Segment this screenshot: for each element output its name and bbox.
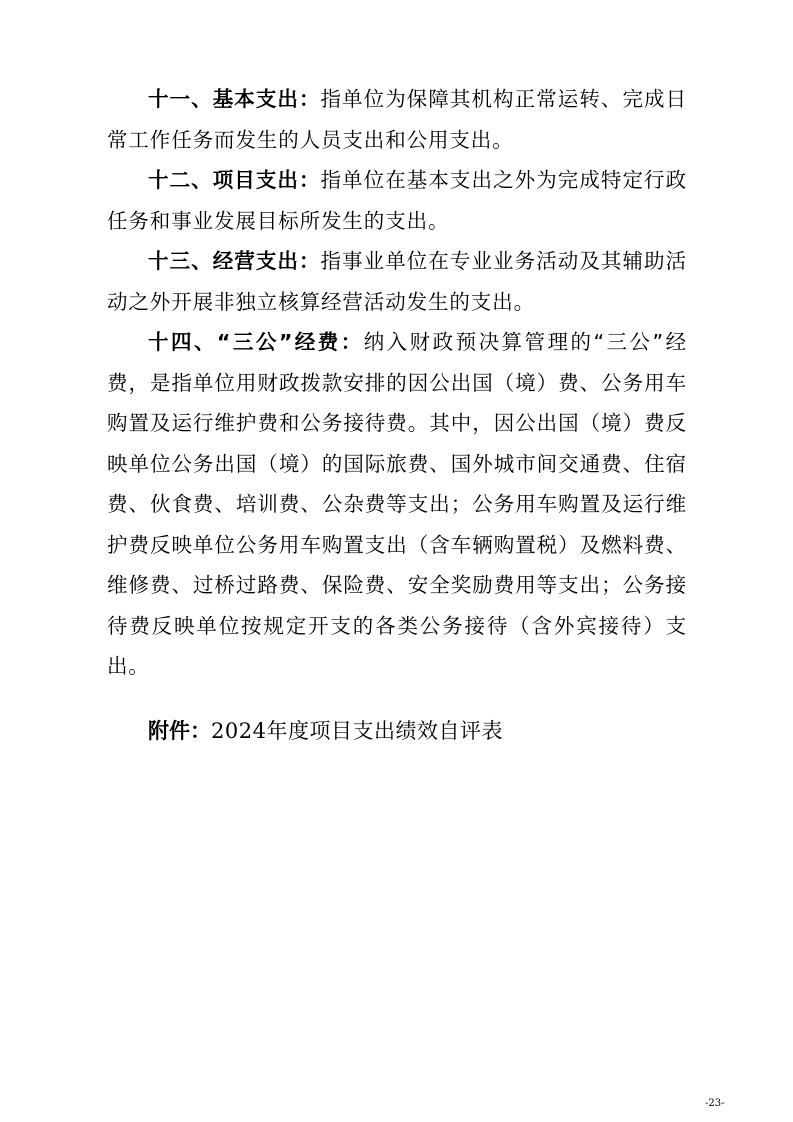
page-number: -23- [705, 1098, 725, 1109]
definition-term: 十四、“三公”经费： [148, 330, 364, 354]
definition-text: 纳入财政预决算管理的“三公”经费，是指单位用财政拨款安排的因公出国（境）费、公务用车购置及运行维护费和公务接待费。其中，因公出国（境）费反映单位公务出国（境）的国际旅费、国外城市间交通费、住宿费、伙食费、培训费、公杂费等支出；公务用车购置及运行维护费反映单位公务用车购置支出（含车辆购置税）及燃料费、维修费、过桥过路费、保险费、安全奖励费用等支出；公务接待费反映单位按规定开支的各类公务接待（含外宾接待）支出。 [107, 330, 687, 678]
definition-paragraph [107, 322, 687, 687]
definition-term: 十一、基本支出： [148, 87, 321, 111]
definition-text: 指单位为保障其机构正常运转、完成日常工作任务而发生的人员支出和公用支出。 [107, 87, 687, 152]
attachment-title: 2024年度项目支出绩效自评表 [211, 719, 503, 743]
definition-paragraph [107, 79, 687, 160]
attachment-line [148, 711, 503, 751]
definition-paragraph [107, 241, 687, 322]
attachment-label: 附件： [148, 719, 211, 743]
definition-text: 指事业单位在专业业务活动及其辅助活动之外开展非独立核算经营活动发生的支出。 [107, 249, 687, 314]
definition-text: 指单位在基本支出之外为完成特定行政任务和事业发展目标所发生的支出。 [107, 168, 687, 233]
definition-paragraph [107, 160, 687, 241]
definition-term: 十三、经营支出： [148, 249, 321, 273]
definitions-section [107, 79, 687, 687]
definition-term: 十二、项目支出： [148, 168, 321, 192]
